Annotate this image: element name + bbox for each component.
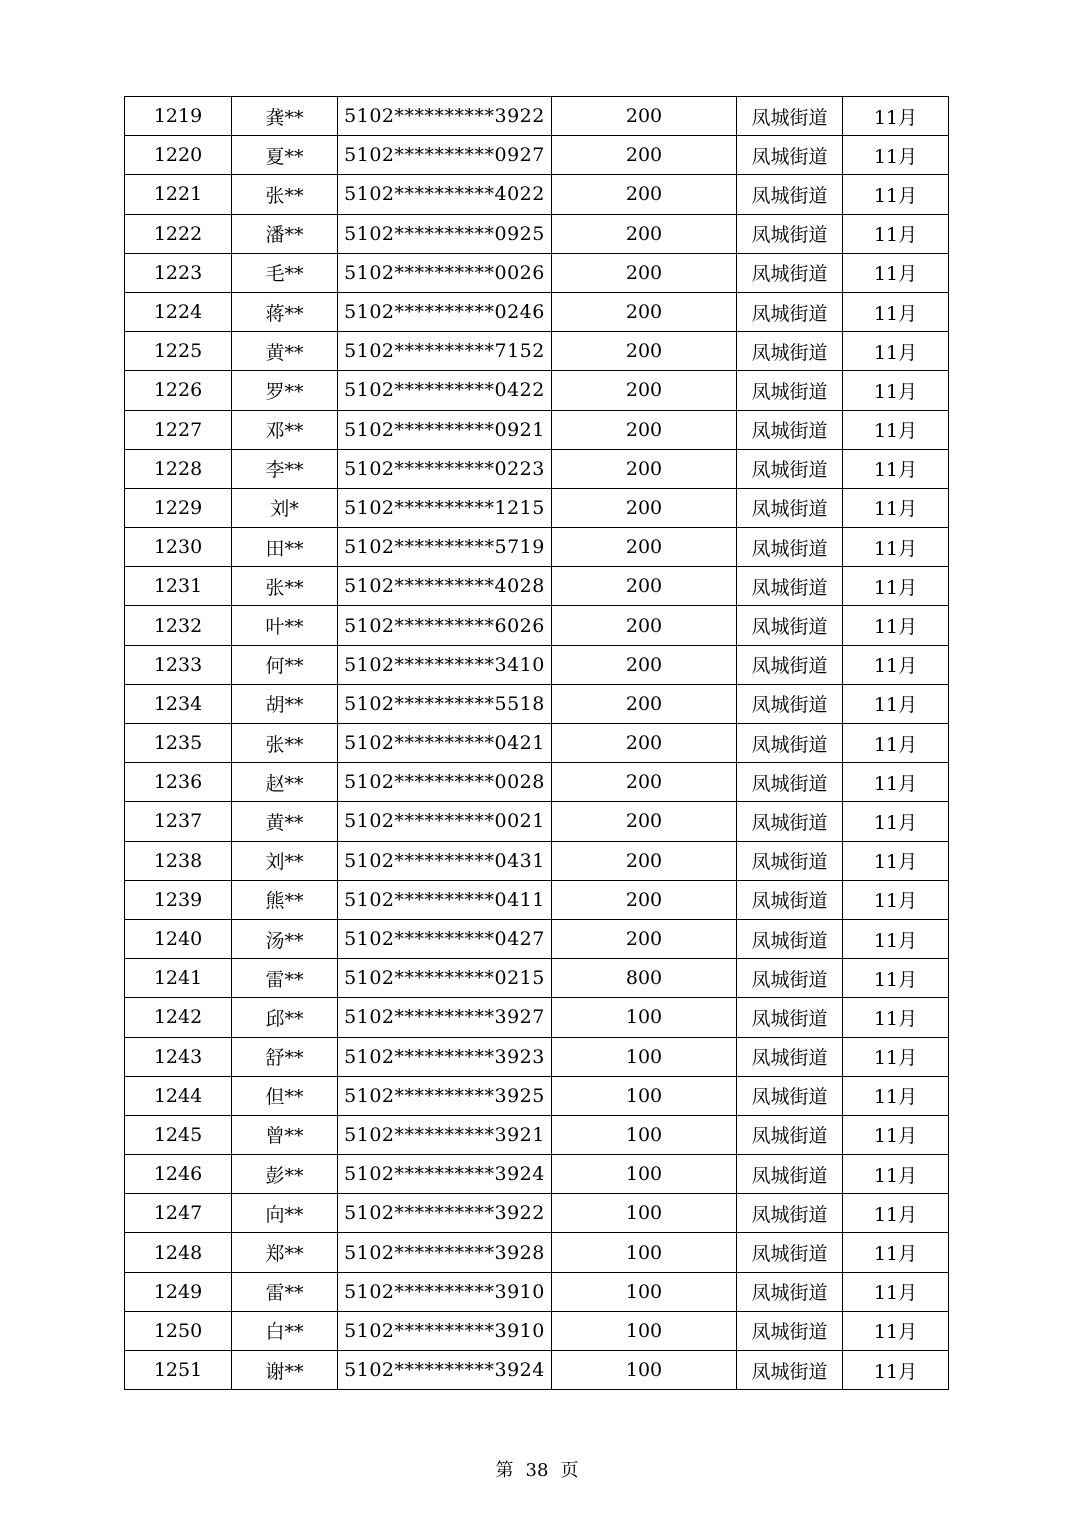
- street-cell: 凤城街道: [737, 1272, 843, 1311]
- street-cell: 凤城街道: [737, 136, 843, 175]
- id-number-cell: 5102**********0427: [338, 919, 552, 958]
- name-cell: 叶**: [232, 606, 338, 645]
- serial-cell: 1250: [125, 1311, 232, 1350]
- amount-cell: 200: [552, 841, 737, 880]
- table-row: [125, 253, 949, 292]
- data-table-container: [124, 96, 948, 1390]
- month-cell: 11月: [843, 802, 949, 841]
- name-cell: 张**: [232, 724, 338, 763]
- name-cell: 邓**: [232, 410, 338, 449]
- name-cell: 夏**: [232, 136, 338, 175]
- serial-cell: 1244: [125, 1076, 232, 1115]
- footer-prefix: 第: [495, 1460, 514, 1481]
- serial-cell: 1228: [125, 449, 232, 488]
- street-cell: 凤城街道: [737, 1194, 843, 1233]
- id-number-cell: 5102**********6026: [338, 606, 552, 645]
- amount-cell: 200: [552, 645, 737, 684]
- serial-cell: 1225: [125, 332, 232, 371]
- id-number-cell: 5102**********3928: [338, 1233, 552, 1272]
- table-row: [125, 214, 949, 253]
- id-number-cell: 5102**********0421: [338, 724, 552, 763]
- month-cell: 11月: [843, 1155, 949, 1194]
- street-cell: 凤城街道: [737, 959, 843, 998]
- id-number-cell: 5102**********0925: [338, 214, 552, 253]
- serial-cell: 1231: [125, 567, 232, 606]
- id-number-cell: 5102**********0422: [338, 371, 552, 410]
- name-cell: 郑**: [232, 1233, 338, 1272]
- id-number-cell: 5102**********5518: [338, 684, 552, 723]
- serial-cell: 1241: [125, 959, 232, 998]
- amount-cell: 100: [552, 1115, 737, 1154]
- amount-cell: 200: [552, 606, 737, 645]
- amount-cell: 200: [552, 528, 737, 567]
- serial-cell: 1248: [125, 1233, 232, 1272]
- street-cell: 凤城街道: [737, 410, 843, 449]
- name-cell: 谢**: [232, 1351, 338, 1390]
- footer-suffix: 页: [560, 1460, 579, 1481]
- serial-cell: 1251: [125, 1351, 232, 1390]
- amount-cell: 200: [552, 292, 737, 331]
- amount-cell: 200: [552, 567, 737, 606]
- street-cell: 凤城街道: [737, 1233, 843, 1272]
- serial-cell: 1245: [125, 1115, 232, 1154]
- table-row: [125, 959, 949, 998]
- id-number-cell: 5102**********0246: [338, 292, 552, 331]
- table-row: [125, 1155, 949, 1194]
- name-cell: 黄**: [232, 332, 338, 371]
- month-cell: 11月: [843, 292, 949, 331]
- id-number-cell: 5102**********3910: [338, 1272, 552, 1311]
- page-footer: [0, 1456, 1074, 1482]
- street-cell: 凤城街道: [737, 449, 843, 488]
- id-number-cell: 5102**********3925: [338, 1076, 552, 1115]
- serial-cell: 1237: [125, 802, 232, 841]
- serial-cell: 1239: [125, 880, 232, 919]
- amount-cell: 200: [552, 802, 737, 841]
- month-cell: 11月: [843, 410, 949, 449]
- amount-cell: 200: [552, 371, 737, 410]
- table-row: [125, 1115, 949, 1154]
- month-cell: 11月: [843, 841, 949, 880]
- month-cell: 11月: [843, 1233, 949, 1272]
- name-cell: 白**: [232, 1311, 338, 1350]
- serial-cell: 1221: [125, 175, 232, 214]
- amount-cell: 200: [552, 214, 737, 253]
- month-cell: 11月: [843, 645, 949, 684]
- id-number-cell: 5102**********0215: [338, 959, 552, 998]
- street-cell: 凤城街道: [737, 371, 843, 410]
- serial-cell: 1232: [125, 606, 232, 645]
- month-cell: 11月: [843, 1115, 949, 1154]
- amount-cell: 100: [552, 998, 737, 1037]
- table-row: [125, 684, 949, 723]
- street-cell: 凤城街道: [737, 802, 843, 841]
- serial-cell: 1233: [125, 645, 232, 684]
- id-number-cell: 5102**********0021: [338, 802, 552, 841]
- amount-cell: 200: [552, 488, 737, 527]
- amount-cell: 100: [552, 1311, 737, 1350]
- amount-cell: 200: [552, 449, 737, 488]
- name-cell: 汤**: [232, 919, 338, 958]
- amount-cell: 200: [552, 410, 737, 449]
- street-cell: 凤城街道: [737, 1155, 843, 1194]
- street-cell: 凤城街道: [737, 1037, 843, 1076]
- table-row: [125, 919, 949, 958]
- street-cell: 凤城街道: [737, 528, 843, 567]
- serial-cell: 1229: [125, 488, 232, 527]
- street-cell: 凤城街道: [737, 253, 843, 292]
- name-cell: 雷**: [232, 959, 338, 998]
- table-row: [125, 292, 949, 331]
- month-cell: 11月: [843, 567, 949, 606]
- id-number-cell: 5102**********0411: [338, 880, 552, 919]
- serial-cell: 1219: [125, 97, 232, 136]
- amount-cell: 200: [552, 763, 737, 802]
- id-number-cell: 5102**********5719: [338, 528, 552, 567]
- month-cell: 11月: [843, 371, 949, 410]
- street-cell: 凤城街道: [737, 880, 843, 919]
- serial-cell: 1226: [125, 371, 232, 410]
- serial-cell: 1230: [125, 528, 232, 567]
- table-row: [125, 567, 949, 606]
- serial-cell: 1223: [125, 253, 232, 292]
- amount-cell: 200: [552, 97, 737, 136]
- amount-cell: 800: [552, 959, 737, 998]
- table-row: [125, 802, 949, 841]
- street-cell: 凤城街道: [737, 1351, 843, 1390]
- id-number-cell: 5102**********3922: [338, 1194, 552, 1233]
- month-cell: 11月: [843, 684, 949, 723]
- name-cell: 曾**: [232, 1115, 338, 1154]
- name-cell: 毛**: [232, 253, 338, 292]
- month-cell: 11月: [843, 1311, 949, 1350]
- table-row: [125, 841, 949, 880]
- serial-cell: 1236: [125, 763, 232, 802]
- table-row: [125, 998, 949, 1037]
- serial-cell: 1240: [125, 919, 232, 958]
- month-cell: 11月: [843, 998, 949, 1037]
- street-cell: 凤城街道: [737, 998, 843, 1037]
- street-cell: 凤城街道: [737, 1076, 843, 1115]
- id-number-cell: 5102**********0026: [338, 253, 552, 292]
- serial-cell: 1242: [125, 998, 232, 1037]
- table-row: [125, 724, 949, 763]
- table-row: [125, 1037, 949, 1076]
- street-cell: 凤城街道: [737, 567, 843, 606]
- table-row: [125, 449, 949, 488]
- table-row: [125, 175, 949, 214]
- street-cell: 凤城街道: [737, 97, 843, 136]
- name-cell: 田**: [232, 528, 338, 567]
- month-cell: 11月: [843, 528, 949, 567]
- month-cell: 11月: [843, 449, 949, 488]
- name-cell: 何**: [232, 645, 338, 684]
- id-number-cell: 5102**********0927: [338, 136, 552, 175]
- id-number-cell: 5102**********3923: [338, 1037, 552, 1076]
- name-cell: 彭**: [232, 1155, 338, 1194]
- serial-cell: 1224: [125, 292, 232, 331]
- id-number-cell: 5102**********0028: [338, 763, 552, 802]
- month-cell: 11月: [843, 332, 949, 371]
- amount-cell: 100: [552, 1037, 737, 1076]
- name-cell: 张**: [232, 567, 338, 606]
- table-row: [125, 97, 949, 136]
- amount-cell: 200: [552, 332, 737, 371]
- table-row: [125, 410, 949, 449]
- month-cell: 11月: [843, 606, 949, 645]
- amount-cell: 200: [552, 684, 737, 723]
- serial-cell: 1234: [125, 684, 232, 723]
- table-row: [125, 1233, 949, 1272]
- street-cell: 凤城街道: [737, 919, 843, 958]
- id-number-cell: 5102**********3921: [338, 1115, 552, 1154]
- street-cell: 凤城街道: [737, 214, 843, 253]
- page-number: 38: [525, 1460, 549, 1481]
- street-cell: 凤城街道: [737, 1115, 843, 1154]
- street-cell: 凤城街道: [737, 606, 843, 645]
- name-cell: 赵**: [232, 763, 338, 802]
- table-row: [125, 371, 949, 410]
- street-cell: 凤城街道: [737, 488, 843, 527]
- amount-cell: 100: [552, 1351, 737, 1390]
- month-cell: 11月: [843, 959, 949, 998]
- month-cell: 11月: [843, 763, 949, 802]
- name-cell: 罗**: [232, 371, 338, 410]
- amount-cell: 100: [552, 1194, 737, 1233]
- table-row: [125, 528, 949, 567]
- month-cell: 11月: [843, 214, 949, 253]
- month-cell: 11月: [843, 880, 949, 919]
- id-number-cell: 5102**********3927: [338, 998, 552, 1037]
- amount-cell: 200: [552, 919, 737, 958]
- amount-cell: 100: [552, 1272, 737, 1311]
- name-cell: 雷**: [232, 1272, 338, 1311]
- name-cell: 蒋**: [232, 292, 338, 331]
- month-cell: 11月: [843, 175, 949, 214]
- table-row: [125, 1311, 949, 1350]
- id-number-cell: 5102**********0431: [338, 841, 552, 880]
- amount-cell: 100: [552, 1155, 737, 1194]
- name-cell: 刘**: [232, 841, 338, 880]
- name-cell: 龚**: [232, 97, 338, 136]
- table-row: [125, 763, 949, 802]
- month-cell: 11月: [843, 919, 949, 958]
- name-cell: 邱**: [232, 998, 338, 1037]
- serial-cell: 1220: [125, 136, 232, 175]
- table-row: [125, 1272, 949, 1311]
- name-cell: 熊**: [232, 880, 338, 919]
- serial-cell: 1246: [125, 1155, 232, 1194]
- table-row: [125, 488, 949, 527]
- street-cell: 凤城街道: [737, 332, 843, 371]
- table-row: [125, 1194, 949, 1233]
- id-number-cell: 5102**********3924: [338, 1351, 552, 1390]
- name-cell: 潘**: [232, 214, 338, 253]
- name-cell: 但**: [232, 1076, 338, 1115]
- month-cell: 11月: [843, 488, 949, 527]
- name-cell: 向**: [232, 1194, 338, 1233]
- serial-cell: 1249: [125, 1272, 232, 1311]
- serial-cell: 1247: [125, 1194, 232, 1233]
- id-number-cell: 5102**********4028: [338, 567, 552, 606]
- data-table: [124, 96, 949, 1390]
- street-cell: 凤城街道: [737, 1311, 843, 1350]
- name-cell: 刘*: [232, 488, 338, 527]
- serial-cell: 1235: [125, 724, 232, 763]
- street-cell: 凤城街道: [737, 175, 843, 214]
- table-row: [125, 645, 949, 684]
- id-number-cell: 5102**********7152: [338, 332, 552, 371]
- table-row: [125, 606, 949, 645]
- id-number-cell: 5102**********3410: [338, 645, 552, 684]
- month-cell: 11月: [843, 1272, 949, 1311]
- month-cell: 11月: [843, 724, 949, 763]
- name-cell: 黄**: [232, 802, 338, 841]
- month-cell: 11月: [843, 1037, 949, 1076]
- month-cell: 11月: [843, 253, 949, 292]
- serial-cell: 1222: [125, 214, 232, 253]
- id-number-cell: 5102**********0223: [338, 449, 552, 488]
- name-cell: 胡**: [232, 684, 338, 723]
- serial-cell: 1243: [125, 1037, 232, 1076]
- month-cell: 11月: [843, 1194, 949, 1233]
- month-cell: 11月: [843, 97, 949, 136]
- id-number-cell: 5102**********3910: [338, 1311, 552, 1350]
- street-cell: 凤城街道: [737, 292, 843, 331]
- id-number-cell: 5102**********4022: [338, 175, 552, 214]
- amount-cell: 200: [552, 175, 737, 214]
- month-cell: 11月: [843, 1351, 949, 1390]
- name-cell: 舒**: [232, 1037, 338, 1076]
- serial-cell: 1227: [125, 410, 232, 449]
- amount-cell: 200: [552, 253, 737, 292]
- street-cell: 凤城街道: [737, 724, 843, 763]
- street-cell: 凤城街道: [737, 684, 843, 723]
- name-cell: 李**: [232, 449, 338, 488]
- id-number-cell: 5102**********3922: [338, 97, 552, 136]
- street-cell: 凤城街道: [737, 763, 843, 802]
- month-cell: 11月: [843, 136, 949, 175]
- table-body: [125, 97, 949, 1390]
- street-cell: 凤城街道: [737, 841, 843, 880]
- amount-cell: 100: [552, 1076, 737, 1115]
- amount-cell: 100: [552, 1233, 737, 1272]
- month-cell: 11月: [843, 1076, 949, 1115]
- name-cell: 张**: [232, 175, 338, 214]
- street-cell: 凤城街道: [737, 645, 843, 684]
- id-number-cell: 5102**********0921: [338, 410, 552, 449]
- table-row: [125, 880, 949, 919]
- amount-cell: 200: [552, 880, 737, 919]
- table-row: [125, 136, 949, 175]
- table-row: [125, 332, 949, 371]
- serial-cell: 1238: [125, 841, 232, 880]
- id-number-cell: 5102**********3924: [338, 1155, 552, 1194]
- table-row: [125, 1076, 949, 1115]
- amount-cell: 200: [552, 724, 737, 763]
- id-number-cell: 5102**********1215: [338, 488, 552, 527]
- amount-cell: 200: [552, 136, 737, 175]
- table-row: [125, 1351, 949, 1390]
